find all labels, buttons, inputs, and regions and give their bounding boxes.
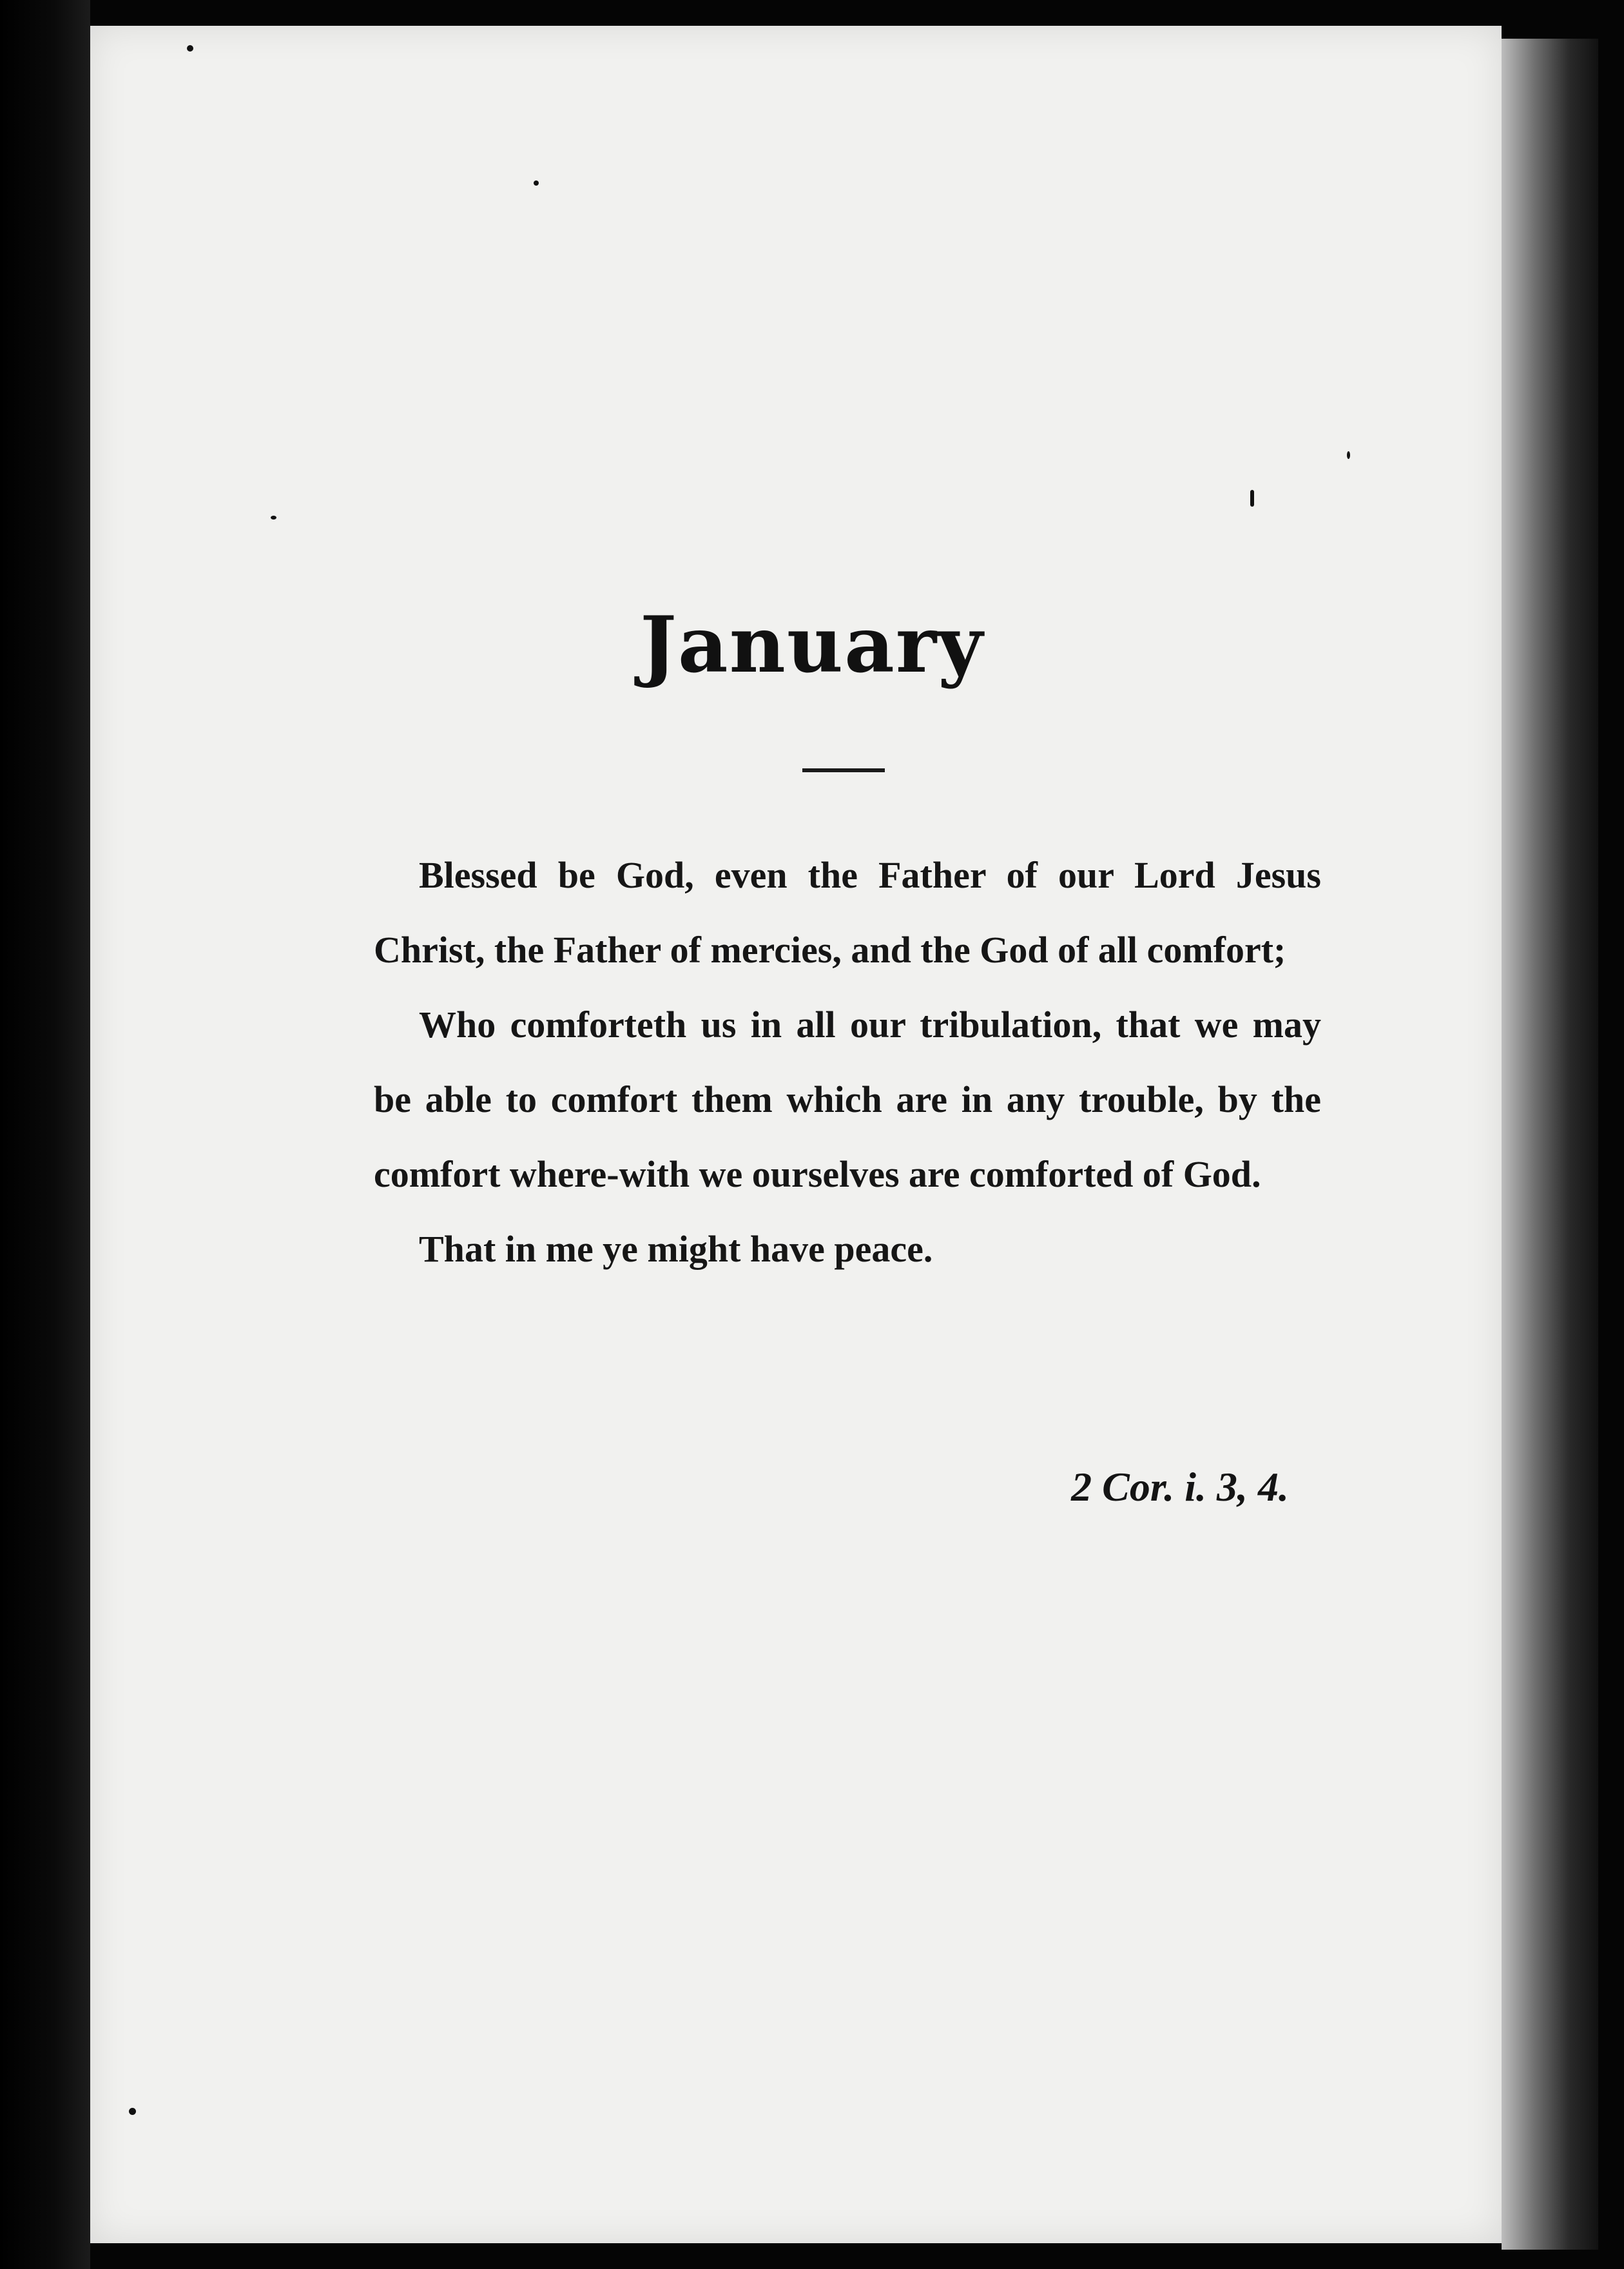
scripture-reference: 2 Cor. i. 3, 4.	[1071, 1464, 1289, 1510]
page-title: January	[640, 599, 984, 690]
ink-speck	[129, 2108, 136, 2115]
ink-speck	[1250, 490, 1254, 507]
verse-paragraph: That in me ye might have peace.	[419, 1228, 933, 1270]
title-divider	[802, 768, 885, 772]
binding-shadow	[0, 0, 90, 2269]
verse-paragraph: Who comforteth us in all our tribulation, that we may be able to comfort them which are in any trouble, by the comfort where-with we ourselves are comforted of God.	[374, 1004, 1321, 1195]
ink-speck	[534, 180, 539, 186]
verse-text	[374, 838, 1321, 1287]
verse-paragraph: Blessed be God, even the Father of our Lord Jesus Christ, the Father of mercies, and the God of all comfort;	[374, 854, 1321, 971]
page-edge	[1502, 39, 1598, 2250]
ink-speck	[187, 45, 193, 52]
ink-speck	[271, 516, 276, 520]
ink-speck	[1347, 451, 1350, 459]
